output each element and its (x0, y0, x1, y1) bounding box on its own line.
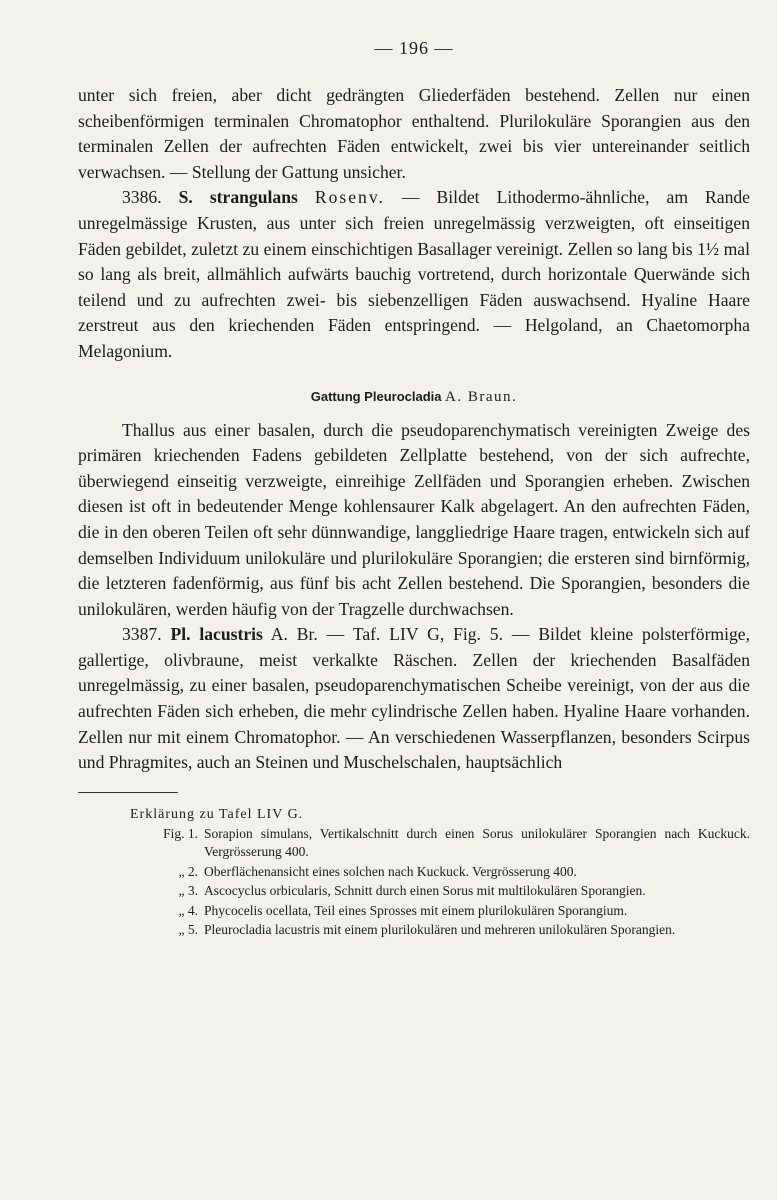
footnote-fig-text: Sorapion simulans, Vertikalschnitt durch einen Sorus unilokulärer Sporangien nach Kuckuck. Vergrösserung 400. (204, 825, 750, 860)
footnote-item (130, 882, 750, 901)
species-name: Pl. lacustris (170, 624, 263, 645)
species-number: 3386. (122, 187, 162, 208)
footnote-fig-number: „ 4. (178, 902, 198, 918)
genus-label: Gattung Pleurocladia (310, 388, 442, 404)
page (78, 38, 750, 941)
footnote-item (130, 825, 750, 862)
footnote-list (130, 825, 750, 940)
footnote-fig-text: Pleurocladia lacustris mit einem plurilokulären und mehreren unilokulären Sporangien. (204, 922, 676, 938)
species-author: A. Br. (270, 624, 318, 645)
footnote-fig-number: „ 2. (178, 863, 198, 879)
footnote-item (130, 863, 750, 882)
genus-description: Thallus aus einer basalen, durch die pseudoparenchymatisch vereinigten Zweige des primären kriechenden Fadens gebildeten Zellplatte bestehend, von der sich aufrechte, überwiegend einseitig verzweigte, einreihige Zellfäden und Sporangien erheben. Zwischen diesen ist oft in bedeutender Menge kohlensaurer Kalk abgelagert. An den aufrechten Fäden, die in den oberen Teilen oft sehr dünnwandige, langgliedrige Haare tragen, entwickeln sich auf demselben Individuum unilokuläre und plurilokuläre Sporangien; die ersteren sind birnförmig, die letzteren fadenförmig, aus fünf bis acht Zellen bestehend. Die Sporangien, besonders die unilokulären, werden häufig von der Tragzelle durchwachsen. (78, 419, 750, 619)
footnote-fig-number: Fig. 1. (163, 825, 198, 841)
footnote-divider (78, 792, 178, 793)
footnote-fig-text: Phycocelis ocellata, Teil eines Sprosses mit einem plurilokulären Sporangium. (204, 902, 628, 918)
footnote-fig-text: Oberflächenansicht eines solchen nach Kuckuck. Vergrösserung 400. (204, 863, 577, 879)
footnote-fig-text: Ascocyclus orbicularis, Schnitt durch einen Sorus mit multilokulären Sporangien. (204, 883, 646, 899)
species-entry-3387 (78, 622, 750, 776)
species-name: S. strangulans (178, 187, 298, 208)
species-description: — Bildet Lithodermo-ähnliche, am Rande unregelmässige Krusten, aus unter sich freien unregelmässig verzweigten, oft einseitigen Fäden gebildet, zuletzt zu einem einschichtigen Basallager vereinigt. Zellen so lang bis 1½ mal so lang als breit, allmählich aufwärts bauchig vortretend, durch horizontale Querwände sich teilend und zu aufrechten zwei- bis siebenzelligen Fäden auswachsend. Hyaline Haare zerstreut aus den kriechenden Fäden entspringend. — Helgoland, an Chaetomorpha Melagonium. (78, 187, 750, 361)
footnote-fig-number: „ 3. (178, 883, 198, 899)
genus-author: A. Braun. (445, 388, 518, 405)
page-number: — 196 — (374, 38, 454, 58)
footnote-title: Erklärung zu Tafel LIV G. (130, 806, 304, 822)
species-number: 3387. (122, 624, 162, 645)
paragraph-genus-continuation: unter sich freien, aber dicht gedrängten Gliederfäden bestehend. Zellen nur einen scheibenförmigen terminalen Chromatophor enthaltend. Plurilokuläre Sporangien aus den terminalen Zellen der aufrechten Fäden entwickelt, zwei bis vier untereinander seitlich verwachsen. — Stellung der Gattung unsicher. (78, 85, 750, 182)
footnote-fig-number: „ 5. (178, 922, 198, 938)
species-entry-3386 (78, 185, 750, 364)
footnote-item (130, 921, 750, 940)
footnote-item (130, 902, 750, 921)
species-description: — Taf. LIV G, Fig. 5. — Bildet kleine polsterförmige, gallertige, olivbraune, meist verkalkte Räschen. Zellen der kriechenden Basalfäden unregelmässig, zu einer basalen, pseudoparenchymatischen Scheibe vereinigt, von der aus die aufrechten Fäden sich erheben, die mehr cylindrische Zellen haben. Hyaline Haare vorhanden. Zellen nur mit einem Chromatophor. — An verschiedenen Wasserpflanzen, besonders Scirpus und Phragmites, auch an Steinen und Muschelschalen, hauptsächlich (78, 624, 751, 773)
species-author: Rosenv. (314, 187, 385, 208)
genus-heading (78, 387, 750, 408)
